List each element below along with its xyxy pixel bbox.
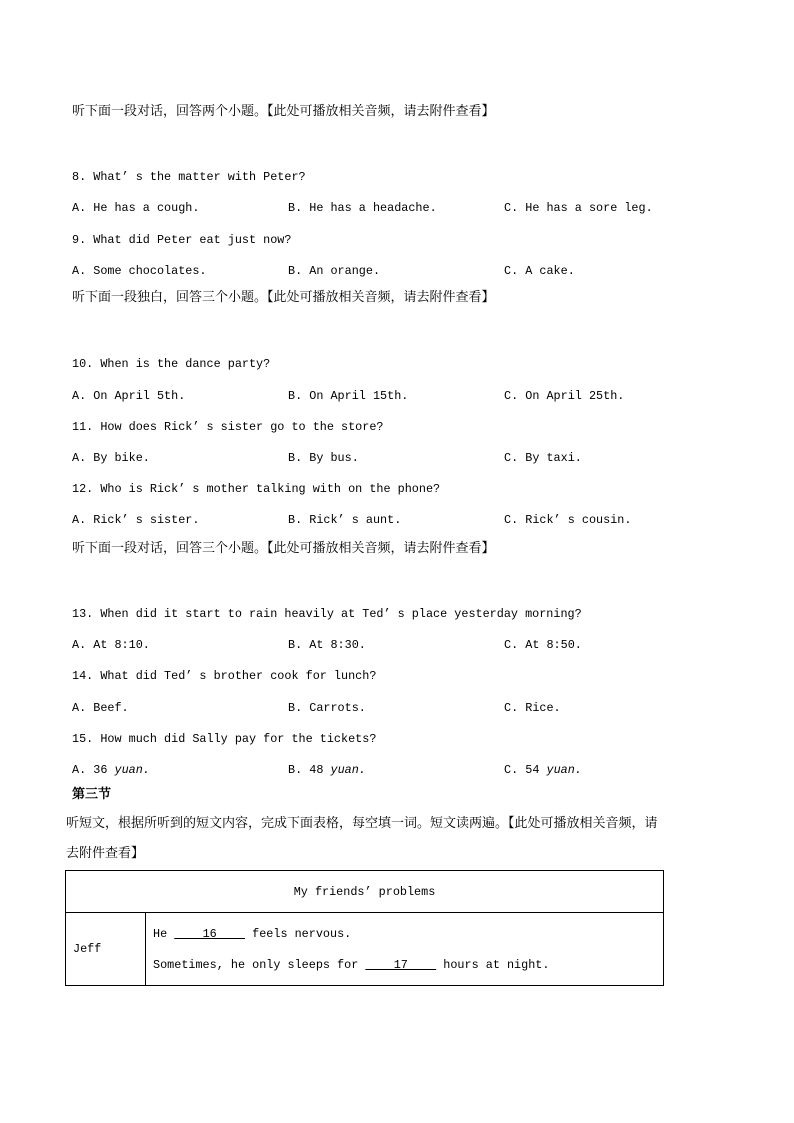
problems-table: [65, 870, 664, 986]
question-11: 11. How does Rick’ s sister go to the store?: [72, 420, 384, 434]
option-b: B. By bus.: [288, 451, 359, 465]
question-8: 8. What’ s the matter with Peter?: [72, 170, 306, 184]
question-10: 10. When is the dance party?: [72, 357, 271, 371]
option-a: A. At 8:10.: [72, 638, 150, 652]
option-c: C. 54 yuan.: [504, 763, 582, 777]
option-c: C. On April 25th.: [504, 389, 625, 403]
problem-cell: [146, 913, 664, 986]
line-16: He 16 feels nervous.: [153, 926, 352, 941]
option-a: A. He has a cough.: [72, 201, 200, 215]
line-17: Sometimes, he only sleeps for 17 hours at night.: [153, 957, 550, 972]
section-instruction: 听下面一段对话，回答两个小题。【此处可播放相关音频，请去附件查看】: [72, 104, 495, 119]
option-a: A. Beef.: [72, 701, 129, 715]
section-instruction: 听下面一段对话，回答三个小题。【此处可播放相关音频，请去附件查看】: [72, 541, 495, 556]
question-15: 15. How much did Sally pay for the tickets?: [72, 732, 377, 746]
part3-instruction: 听短文，根据所听到的短文内容，完成下面表格，每空填一词。短文读两遍。【此处可播放相关音频，请: [66, 816, 658, 831]
option-b: B. 48 yuan.: [288, 763, 366, 777]
option-c: C. By taxi.: [504, 451, 582, 465]
friend-name: Jeff: [66, 913, 146, 986]
option-c: C. At 8:50.: [504, 638, 582, 652]
option-b: B. On April 15th.: [288, 389, 409, 403]
question-13: 13. When did it start to rain heavily at Ted’ s place yesterday morning?: [72, 607, 582, 621]
table-title: My friends’ problems: [66, 871, 664, 913]
option-a: A. On April 5th.: [72, 389, 186, 403]
option-c: C. Rick’ s cousin.: [504, 513, 632, 527]
option-c: C. A cake.: [504, 264, 575, 278]
option-a: A. By bike.: [72, 451, 150, 465]
option-c: C. Rice.: [504, 701, 561, 715]
option-b: B. At 8:30.: [288, 638, 366, 652]
option-b: B. Carrots.: [288, 701, 366, 715]
question-14: 14. What did Ted’ s brother cook for lunch?: [72, 669, 377, 683]
option-b: B. Rick’ s aunt.: [288, 513, 402, 527]
blank-17[interactable]: 17: [365, 957, 437, 972]
option-b: B. An orange.: [288, 264, 381, 278]
question-12: 12. Who is Rick’ s mother talking with on the phone?: [72, 482, 441, 496]
section-instruction: 听下面一段独白，回答三个小题。【此处可播放相关音频，请去附件查看】: [72, 290, 495, 305]
blank-16[interactable]: 16: [174, 926, 246, 941]
option-a: A. Some chocolates.: [72, 264, 207, 278]
part3-heading: 第三节: [72, 787, 112, 802]
part3-instruction-cont: 去附件查看】: [66, 846, 145, 861]
option-a: A. 36 yuan.: [72, 763, 150, 777]
option-b: B. He has a headache.: [288, 201, 437, 215]
option-a: A. Rick’ s sister.: [72, 513, 200, 527]
question-9: 9. What did Peter eat just now?: [72, 233, 292, 247]
option-c: C. He has a sore leg.: [504, 201, 653, 215]
